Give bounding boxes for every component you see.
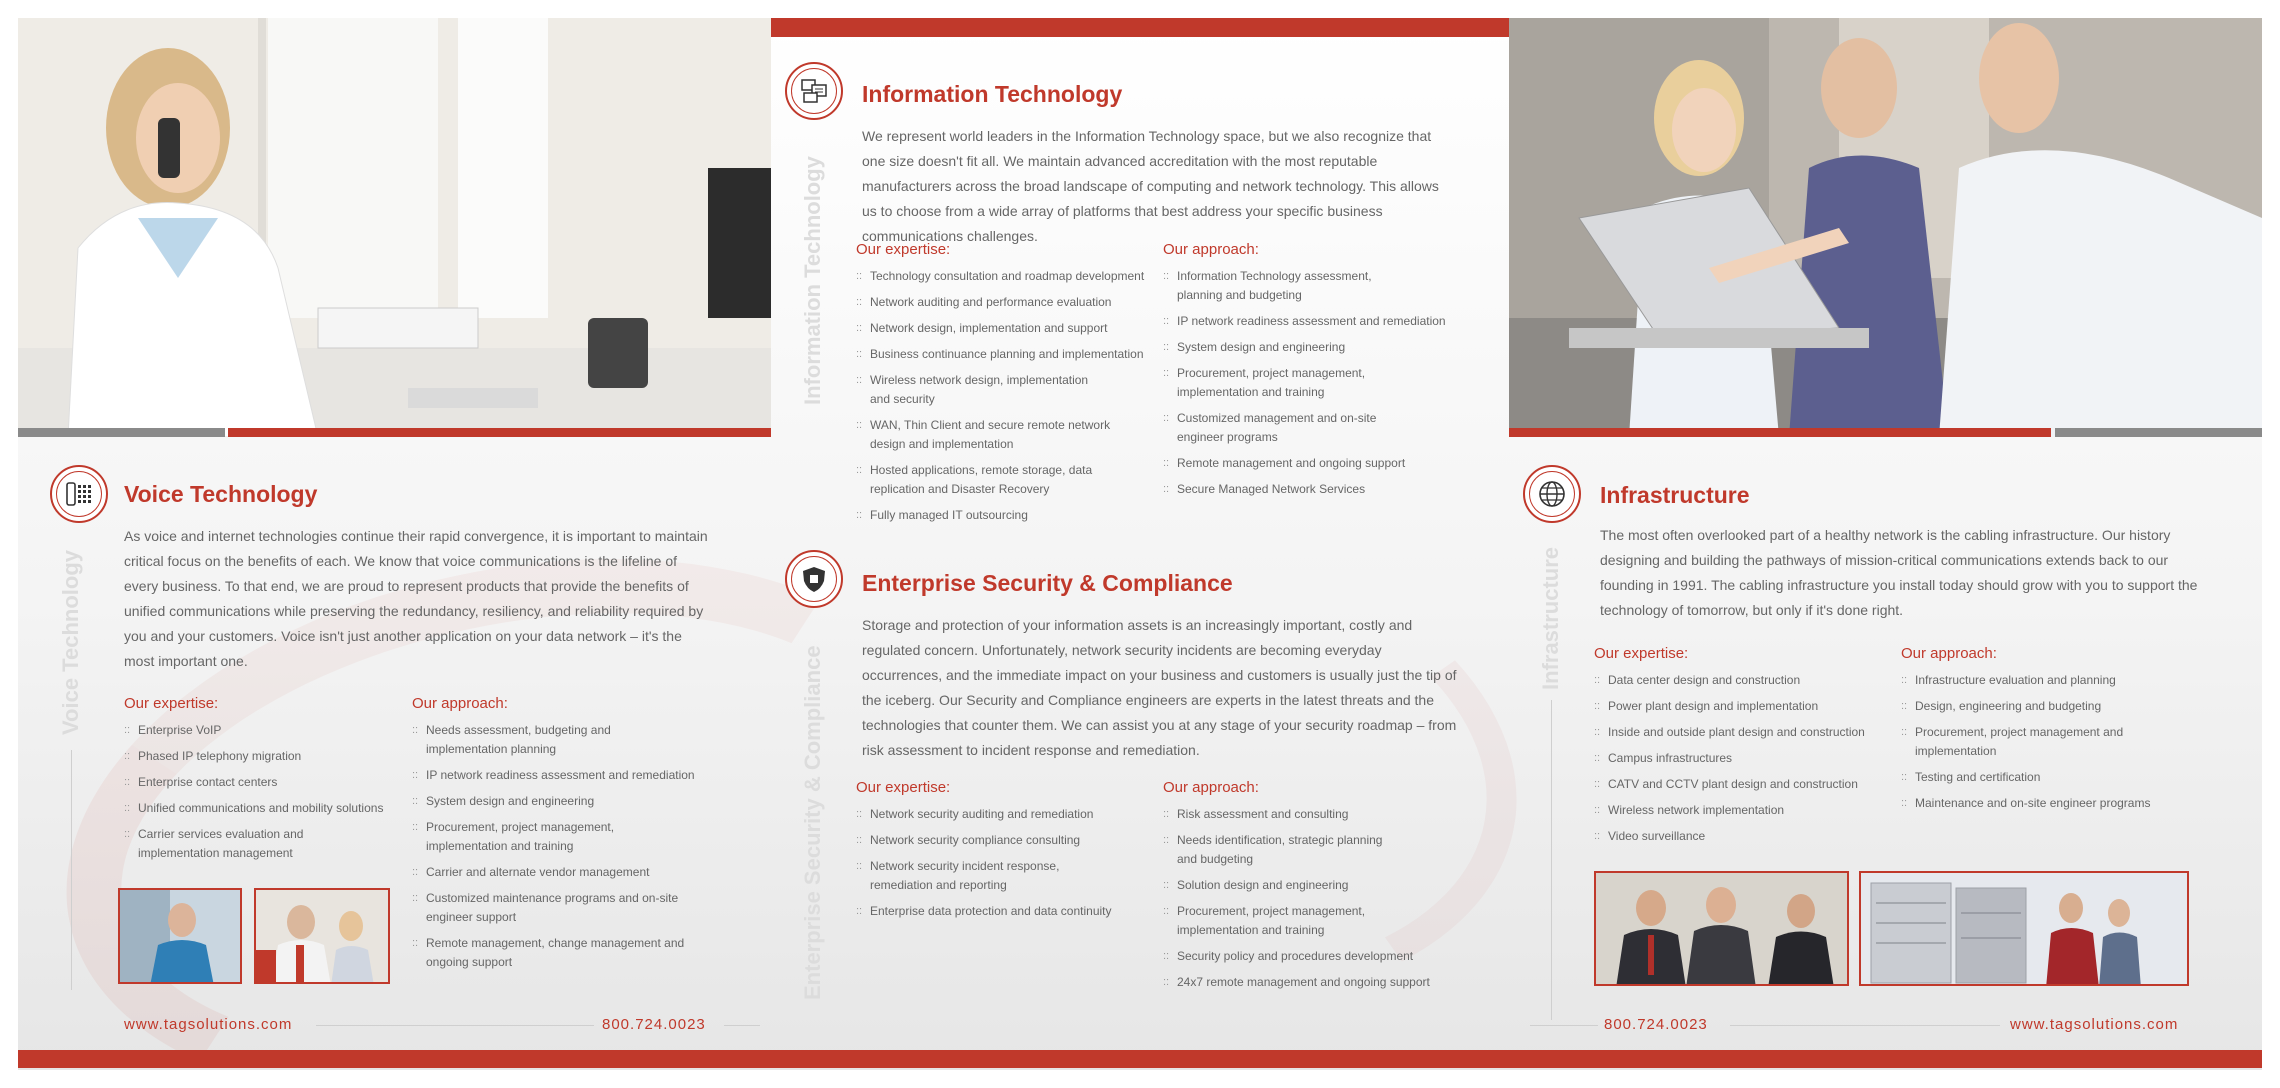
list-item: :: Video surveillance bbox=[1594, 827, 1884, 846]
list-item: :: Power plant design and implementation bbox=[1594, 697, 1884, 716]
approach-heading: Our approach: bbox=[1163, 779, 1259, 796]
footer-rule bbox=[1730, 1025, 2000, 1026]
list-item: :: Network design, implementation and support bbox=[856, 319, 1146, 338]
expertise-heading: Our expertise: bbox=[856, 241, 951, 258]
footer-website[interactable]: www.tagsolutions.com bbox=[2010, 1016, 2179, 1033]
expertise-heading: Our expertise: bbox=[856, 779, 951, 796]
footer-rule bbox=[316, 1025, 594, 1026]
photo-strip-gray bbox=[2055, 428, 2262, 437]
paragraph-it: We represent world leaders in the Information Technology space, but we also recognize that one size doesn't fit all. We maintain advanced accreditation with the most reputable manufacturers across the broad landscape of computing and network technology. This allows us to choose from a wide array of platforms that best address your specific business communications challenges. bbox=[862, 128, 1439, 244]
thumbnail-photo-handshake bbox=[1594, 871, 1849, 986]
footer-phone[interactable]: 800.724.0023 bbox=[602, 1016, 706, 1033]
list-item: :: Infrastructure evaluation and planning bbox=[1901, 671, 2201, 690]
list-item: :: Solution design and engineering bbox=[1163, 876, 1453, 895]
expertise-heading: Our expertise: bbox=[1594, 645, 1689, 662]
approach-list-security bbox=[1163, 805, 1453, 999]
list-item: :: Needs assessment, budgeting and implementation planning bbox=[412, 721, 642, 759]
list-item: :: 24x7 remote management and ongoing support bbox=[1163, 973, 1453, 992]
footer-rule bbox=[1530, 1025, 1598, 1026]
list-item: :: IP network readiness assessment and remediation bbox=[412, 766, 702, 785]
top-accent-bar bbox=[771, 18, 1509, 37]
list-item: :: System design and engineering bbox=[1163, 338, 1453, 357]
globe-icon bbox=[1523, 465, 1581, 523]
section-title-it: Information Technology bbox=[862, 81, 1123, 107]
list-item: :: Procurement, project management, implementation and training bbox=[1163, 902, 1393, 940]
list-item: :: Procurement, project management and implementation bbox=[1901, 723, 2131, 761]
list-item: :: Security policy and procedures development bbox=[1163, 947, 1453, 966]
photo-strip-red bbox=[1509, 428, 2051, 437]
list-item: :: Network auditing and performance evaluation bbox=[856, 293, 1146, 312]
list-item: :: Risk assessment and consulting bbox=[1163, 805, 1453, 824]
list-item: :: Phased IP telephony migration bbox=[124, 747, 394, 766]
phone-keypad-icon bbox=[50, 465, 108, 523]
expertise-list-voice bbox=[124, 721, 394, 870]
list-item: :: Procurement, project management, implementation and training bbox=[1163, 364, 1393, 402]
list-item: :: Enterprise data protection and data continuity bbox=[856, 902, 1146, 921]
list-item: :: Carrier and alternate vendor management bbox=[412, 863, 702, 882]
list-item: :: Needs identification, strategic planning and budgeting bbox=[1163, 831, 1403, 869]
section-title-infra: Infrastructure bbox=[1600, 482, 1750, 508]
approach-heading: Our approach: bbox=[412, 695, 508, 712]
approach-list-voice bbox=[412, 721, 702, 979]
thumbnail-photo-team bbox=[254, 888, 390, 984]
section-title-voice: Voice Technology bbox=[124, 481, 318, 507]
divider-line bbox=[71, 750, 72, 990]
list-item: :: Enterprise contact centers bbox=[124, 773, 394, 792]
expertise-heading: Our expertise: bbox=[124, 695, 219, 712]
list-item: :: Technology consultation and roadmap development bbox=[856, 267, 1146, 286]
list-item: :: Network security auditing and remediation bbox=[856, 805, 1146, 824]
list-item: :: WAN, Thin Client and secure remote network design and implementation bbox=[856, 416, 1126, 454]
list-item: :: Remote management and ongoing support bbox=[1163, 454, 1453, 473]
list-item: :: Procurement, project management, implementation and training bbox=[412, 818, 642, 856]
thumbnail-photo-man bbox=[118, 888, 242, 984]
list-item: :: Data center design and construction bbox=[1594, 671, 1884, 690]
paragraph-infra: The most often overlooked part of a healthy network is the cabling infrastructure. Our history designing and building the pathways of mission-critical communications extends back to our founding in 1991. The cabling infrastructure you install today should grow with you to support the technology of tomorrow, but only if it's done right. bbox=[1600, 527, 2198, 618]
list-item: :: Secure Managed Network Services bbox=[1163, 480, 1453, 499]
list-item: :: Customized maintenance programs and on-site engineer support bbox=[412, 889, 682, 927]
approach-list-it bbox=[1163, 267, 1453, 506]
photo-strip-red bbox=[228, 428, 771, 437]
footer-rule bbox=[724, 1025, 760, 1026]
footer-website[interactable]: www.tagsolutions.com bbox=[124, 1016, 293, 1033]
footer-phone[interactable]: 800.724.0023 bbox=[1604, 1016, 1708, 1033]
approach-heading: Our approach: bbox=[1163, 241, 1259, 258]
list-item: :: Maintenance and on-site engineer programs bbox=[1901, 794, 2201, 813]
shield-icon bbox=[785, 550, 843, 608]
list-item: :: Business continuance planning and implementation bbox=[856, 345, 1146, 364]
list-item: :: Enterprise VoIP bbox=[124, 721, 394, 740]
divider-line bbox=[1551, 700, 1552, 1020]
list-item: :: Design, engineering and budgeting bbox=[1901, 697, 2201, 716]
photo-strip-gray bbox=[18, 428, 225, 437]
list-item: :: Testing and certification bbox=[1901, 768, 2201, 787]
vertical-label-infra: Infrastructure bbox=[1538, 546, 1563, 690]
list-item: :: Fully managed IT outsourcing bbox=[856, 506, 1146, 525]
list-item: :: Customized management and on-site engineer programs bbox=[1163, 409, 1403, 447]
list-item: :: Remote management, change management and ongoing support bbox=[412, 934, 702, 972]
list-item: :: Unified communications and mobility solutions bbox=[124, 799, 394, 818]
list-item: :: Inside and outside plant design and construction bbox=[1594, 723, 1884, 742]
approach-heading: Our approach: bbox=[1901, 645, 1997, 662]
paragraph-voice: As voice and internet technologies continue their rapid convergence, it is important to maintain critical focus on the benefits of each. We know that voice communications is the lifeline of every business. To that end, we are proud to represent products that provide the benefits of unified communications while preserving the redundancy, resiliency, and reliability required by you and your customers. Voice isn't just another application on your data network – it's the most important one. bbox=[124, 528, 708, 669]
list-item: :: Information Technology assessment, planning and budgeting bbox=[1163, 267, 1413, 305]
expertise-list-infra bbox=[1594, 671, 1884, 853]
monitors-icon bbox=[785, 62, 843, 120]
list-item: :: Network security incident response, remediation and reporting bbox=[856, 857, 1086, 895]
list-item: :: IP network readiness assessment and remediation bbox=[1163, 312, 1453, 331]
photo-team-at-laptop bbox=[1509, 18, 2262, 437]
expertise-list-it bbox=[856, 267, 1146, 532]
paragraph-security: Storage and protection of your information assets is an increasingly important, costly and regulated concern. Unfortunately, network security incidents are becoming everyday occurrences, and the immediate impact on your business and customers is usually just the tip of the iceberg. Our Security and Compliance engineers are experts in the latest threats and the technologies that counter them. We can assist you at any stage of your security roadmap – from risk assessment to incident response and remediation. bbox=[862, 617, 1457, 758]
vertical-label-voice: Voice Technology bbox=[58, 550, 83, 735]
section-title-security: Enterprise Security & Compliance bbox=[862, 570, 1233, 596]
list-item: :: Wireless network implementation bbox=[1594, 801, 1884, 820]
list-item: :: Wireless network design, implementation and security bbox=[856, 371, 1091, 409]
list-item: :: Hosted applications, remote storage, data replication and Disaster Recovery bbox=[856, 461, 1116, 499]
list-item: :: System design and engineering bbox=[412, 792, 702, 811]
vertical-label-it: Information Technology bbox=[800, 156, 825, 405]
bottom-accent-bar bbox=[18, 1050, 2262, 1068]
vertical-label-security: Enterprise Security & Compliance bbox=[800, 645, 825, 1000]
list-item: :: CATV and CCTV plant design and construction bbox=[1594, 775, 1884, 794]
approach-list-infra bbox=[1901, 671, 2201, 820]
list-item: :: Carrier services evaluation and implementation management bbox=[124, 825, 324, 863]
photo-woman-on-phone bbox=[18, 18, 771, 437]
list-item: :: Network security compliance consulting bbox=[856, 831, 1146, 850]
thumbnail-photo-server-room bbox=[1859, 871, 2189, 986]
list-item: :: Campus infrastructures bbox=[1594, 749, 1884, 768]
expertise-list-security bbox=[856, 805, 1146, 928]
